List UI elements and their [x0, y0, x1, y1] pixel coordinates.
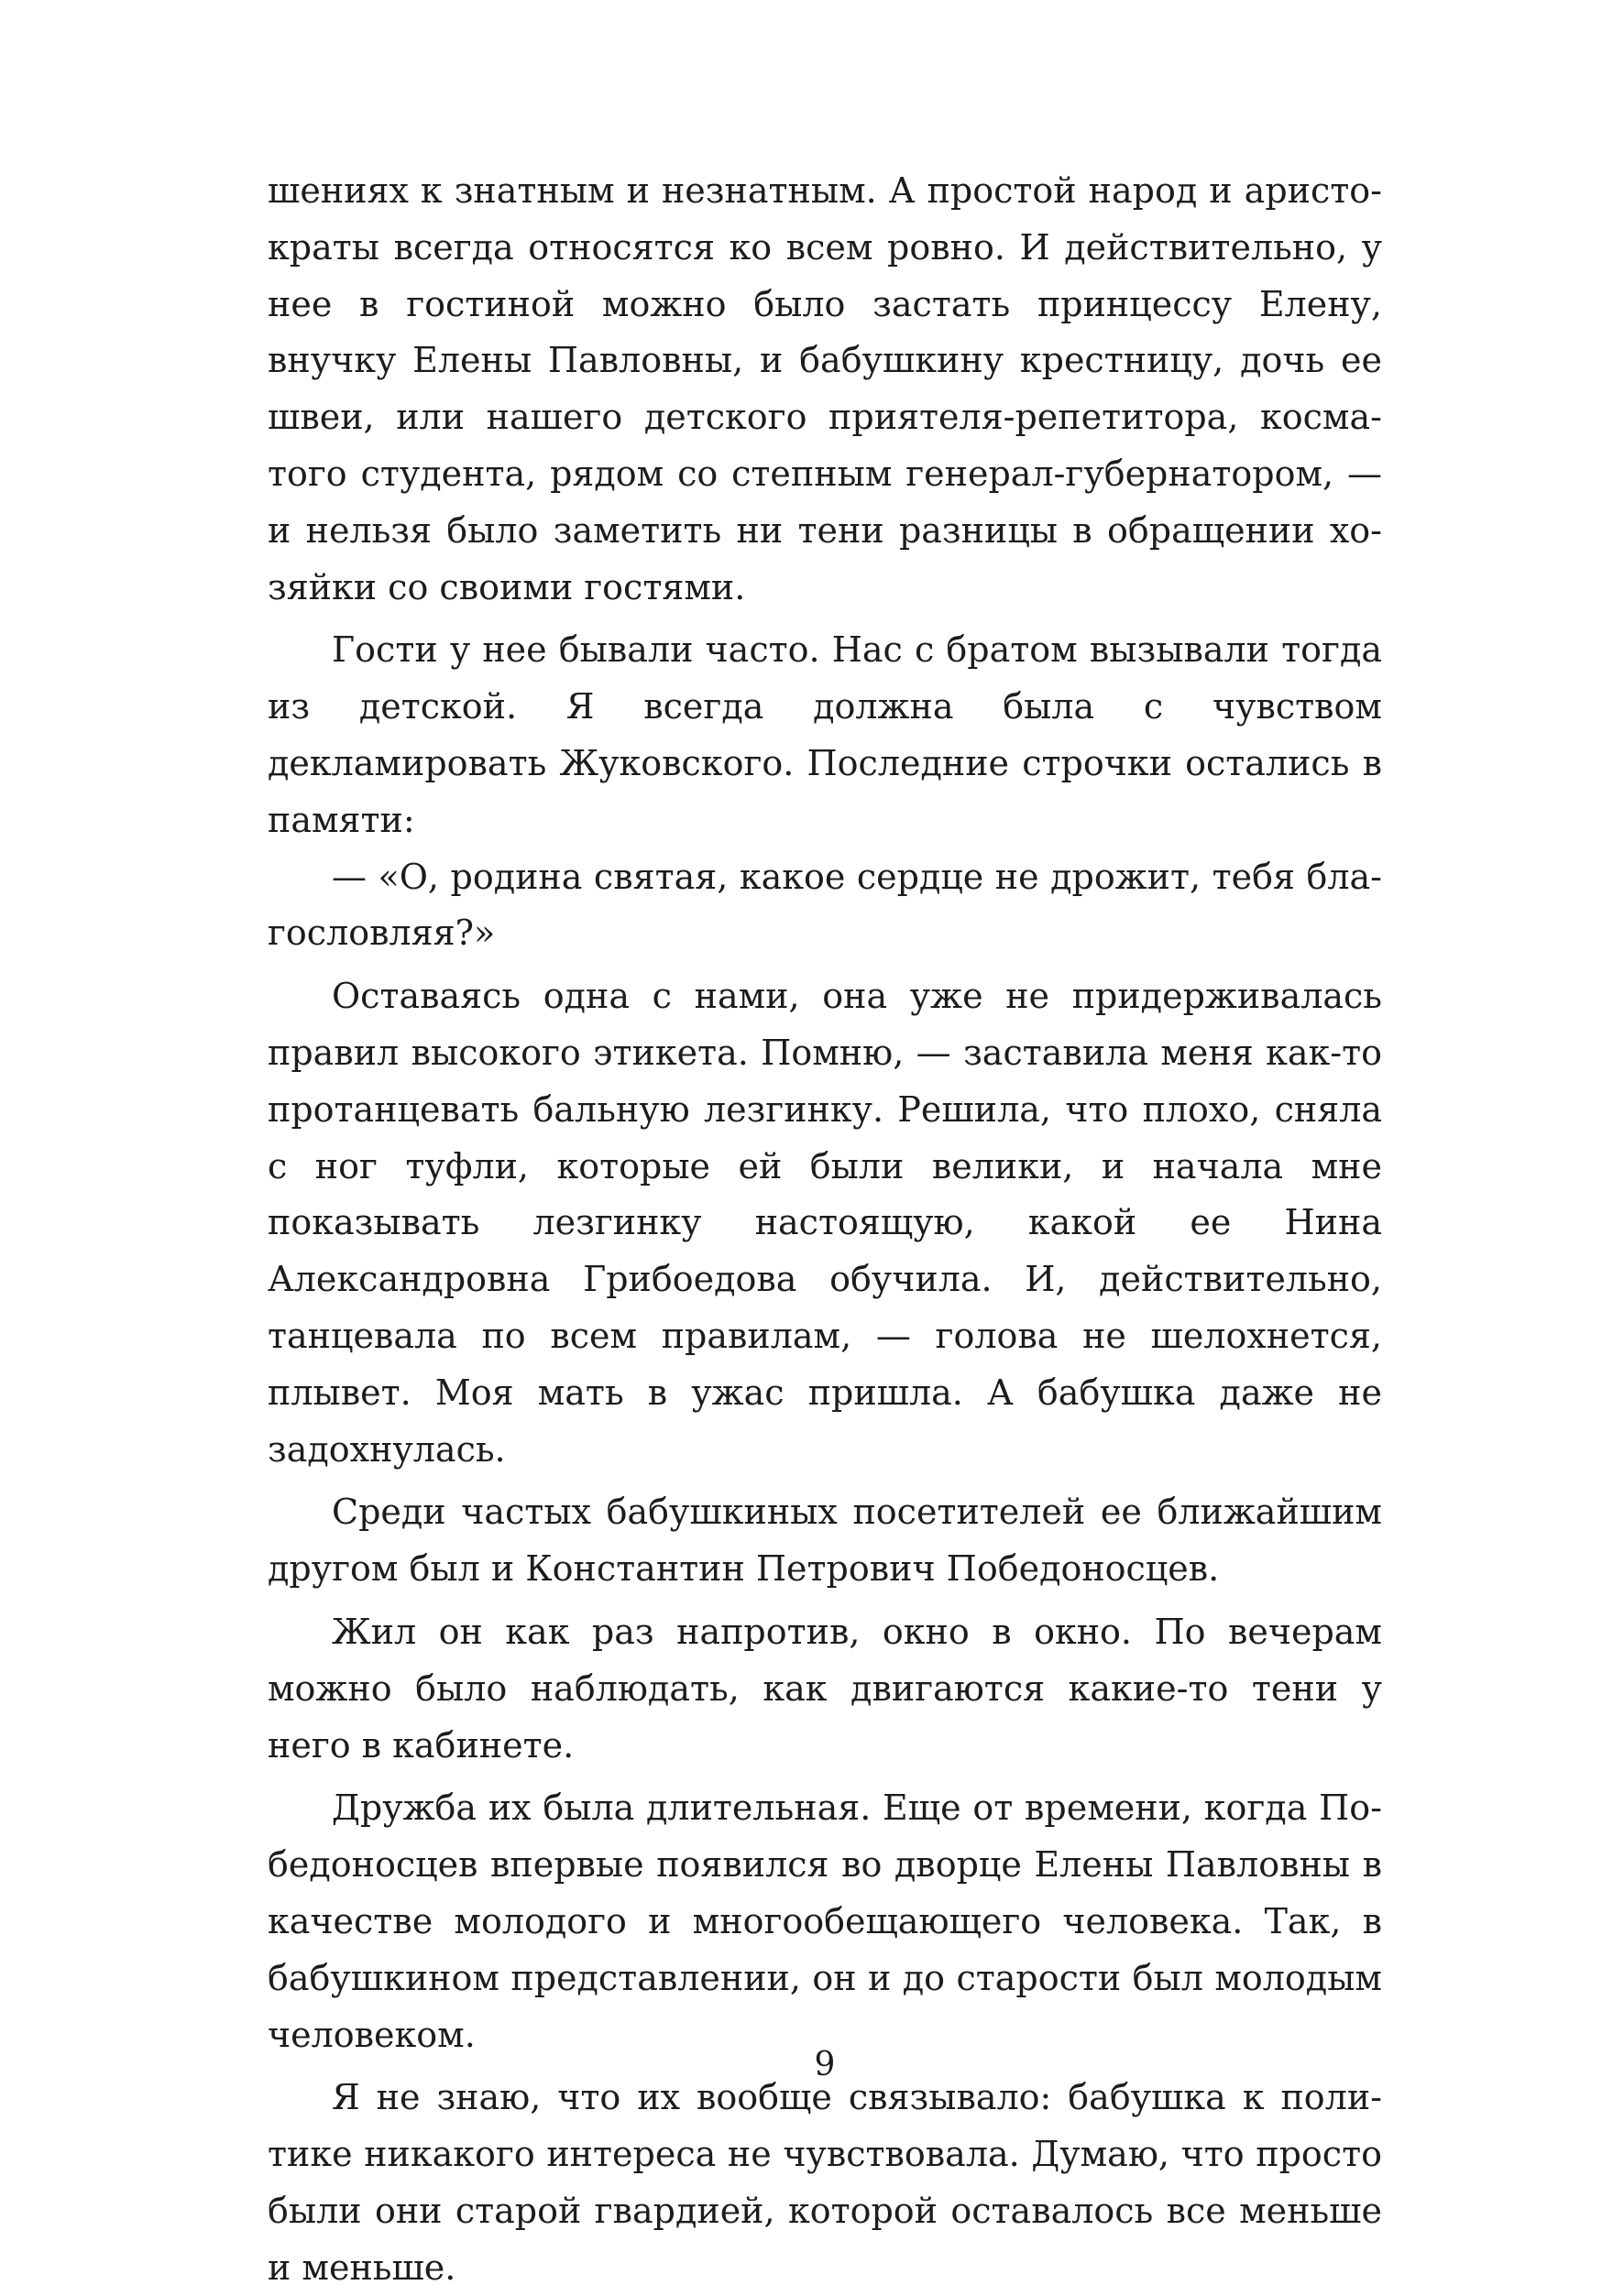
- paragraph-continuation: шениях к знатным и незнатным. А простой народ и аристократы всегда относятся ко всем ровно. И действительно, у нее в гостиной можно было застать принцессу Елену, внучку Елены Павловны, и бабушкину крестницу, дочь ее швеи, или нашего детского приятеля-репетитора, косматого студента, рядом со степным генерал-губернатором, — и нельзя было заметить ни тени разницы в обращении хозяйки со своими гостями.: [268, 170, 1382, 607]
- page-number: 9: [814, 2046, 836, 2083]
- paragraph-friendship: Дружба их была длительная. Еще от времени, когда Победоносцев впервые появился во дворце Елены Павловны в качестве молодого и многообещающего человека. Так, в бабушкином представлении, он и до старости был молодым человеком.: [268, 1788, 1382, 2055]
- paragraph-window: Жил он как раз напротив, окно в окно. По вечерам можно было наблюдать, как двигаются какие-то тени у него в кабинете.: [268, 1611, 1382, 1766]
- paragraph-lezginka: Оставаясь одна с нами, она уже не придерживалась правил высокого этикета. Помню, — заставила меня как-то протанцевать бальную лезгинку. Решила, что плохо, сняла с ног туфли, которые ей были велики, и начала мне показывать лезгинку настоящую, какой ее Нина Александровна Грибоедова обучила. И, действительно, танцевала по всем правилам, — голова не шелохнется, плывет. Моя мать в ужас пришла. А бабушка даже не задохнулась.: [268, 976, 1382, 1470]
- paragraph-old-guard: Я не знаю, что их вообще связывало: бабушка к политике никакого интереса не чувствовала. Думаю, что просто были они старой гвардией, которой оставалось все меньше и меньше.: [268, 2077, 1382, 2288]
- paragraph-quote: — «О, родина святая, какое сердце не дрожит, тебя благословляя?»: [268, 856, 1382, 954]
- paragraph-pobedonostsev: Среди частых бабушкиных посетителей ее ближайшим другом был и Константин Петрович Победоносцев.: [268, 1492, 1382, 1590]
- body-text: [268, 163, 1382, 2296]
- paragraph-guests: Гости у нее бывали часто. Нас с братом вызывали тогда из детской. Я всегда должна была с чувством декламировать Жуковского. Последние строчки остались в памяти:: [268, 629, 1382, 840]
